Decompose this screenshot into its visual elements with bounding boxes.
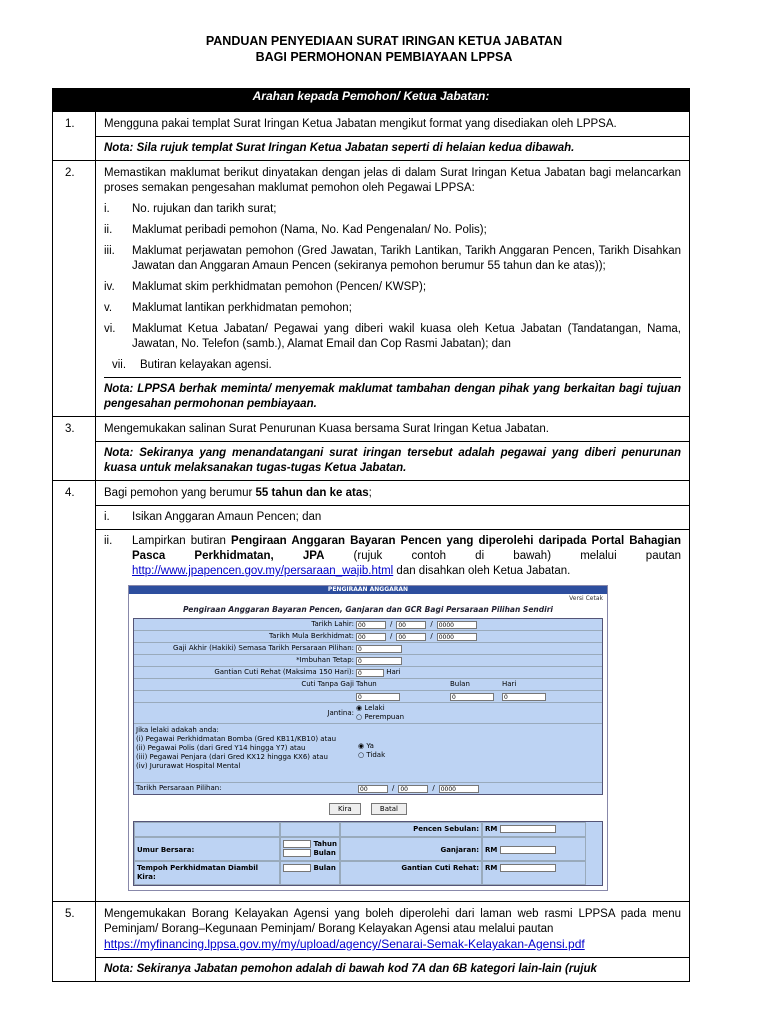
form-result-box: Pencen Sebulan: RM Umur Bersara: Tahun Bulan Ganjaran: RM Tempoh Perkhidmatan Diambil Kira: Bulan Gantian Cuti Rehat: RM — [133, 821, 603, 886]
list-item: vi. Maklumat Ketua Jabatan/ Pegawai yang diberi wakil kuasa oleh Ketua Jabatan (Tandatangan, Nama, Jawatan, No. Telefon (samb.), Alamat Email dan Cop Rasmi Jabatan); dan — [104, 323, 681, 350]
list-item: i. Isikan Anggaran Amaun Pencen; dan — [96, 510, 689, 530]
jpa-pencen-link[interactable]: http://www.jpapencen.gov.my/persaraan_wajib.html — [132, 565, 394, 577]
document-title — [0, 0, 768, 65]
table-row — [53, 481, 690, 902]
list-item: i. No. rujukan dan tarikh surat; — [104, 203, 277, 215]
title-line-2: BAGI PERMOHONAN PEMBIAYAAN LPPSA — [255, 50, 513, 64]
form-header-bar: PENGIRAAN ANGGARAN — [129, 586, 607, 594]
row-number: 2. — [53, 161, 96, 417]
list-item: v. Maklumat lantikan perkhidmatan pemohon; — [104, 302, 352, 314]
list-item: iv. Maklumat skim perkhidmatan pemohon (Pencen/ KWSP); — [104, 281, 427, 293]
row-note: Nota: Sekiranya Jabatan pemohon adalah di bawah kod 7A dan 6B kategori lain-lain (rujuk — [104, 963, 597, 975]
batal-button: Batal — [371, 803, 407, 815]
row-text: Mengemukakan salinan Surat Penurunan Kuasa bersama Surat Iringan Ketua Jabatan. — [104, 423, 549, 435]
row-text: Bagi pemohon yang berumur 55 tahun dan ke atas; — [104, 487, 372, 499]
row-note: Nota: LPPSA berhak meminta/ menyemak maklumat tambahan dengan pihak yang berkaitan bagi tujuan pengesahan permohonan pembiayaan. — [104, 383, 681, 410]
table-header: Arahan kepada Pemohon/ Ketua Jabatan: — [53, 89, 690, 112]
instruction-table — [52, 88, 690, 982]
title-line-1: PANDUAN PENYEDIAAN SURAT IRINGAN KETUA JABATAN — [205, 34, 563, 48]
row-note: Nota: Sila rujuk templat Surat Iringan Ketua Jabatan seperti di helaian kedua dibawah. — [104, 142, 575, 154]
row-number: 1. — [53, 112, 96, 161]
row-number: 3. — [53, 417, 96, 481]
list-item: iii. Maklumat perjawatan pemohon (Gred Jawatan, Tarikh Lantikan, Tarikh Anggaran Pencen, Tarikh Disahkan Jawatan dan Anggaran Amaun Pencen (sekiranya pemohon berumur 55 tahun dan ke atas)); — [104, 245, 681, 272]
row-note: Nota: Sekiranya yang menandatangani surat iringan tersebut adalah pegawai yang diberi penurunan kuasa untuk melaksanakan tugas-tugas Ketua Jabatan. — [104, 447, 681, 474]
row-text: Mengguna pakai templat Surat Iringan Ketua Jabatan mengikut format yang disediakan oleh LPPSA. — [104, 118, 617, 130]
pension-form-image — [128, 585, 608, 891]
row-text: Mengemukakan Borang Kelayakan Agensi yang boleh diperolehi dari laman web rasmi LPPSA pada menu Peminjam/ Borang–Kegunaan Peminjam/ Borang Kelayakan Agensi atau melalui pautan — [104, 908, 681, 935]
row-number: 5. — [53, 902, 96, 982]
list-item: ii. Lampirkan butiran Pengiraan Anggaran Bayaran Pencen yang diperolehi daripada Portal Bahagian Pasca Perkhidmatan, JPA (rujuk contoh di bawah) melalui pautan http://www.jpapencen.gov.my/persaraan_wajib.html dan disahkan oleh Ketua Jabatan. — [104, 535, 681, 577]
kelayakan-agensi-link[interactable]: https://myfinancing.lppsa.gov.my/my/upload/agency/Senarai-Semak-Kelayakan-Agensi.pdf — [104, 937, 585, 951]
list-item: ii. Maklumat peribadi pemohon (Nama, No. Kad Pengenalan/ No. Polis); — [104, 224, 487, 236]
table-row — [53, 161, 690, 417]
list-item: vii. Butiran kelayakan agensi. — [104, 358, 681, 378]
form-input-box: Tarikh Lahir: 00 / 00 / 0000 Tarikh Mula Berkhidmat: 00 / 00 / 0000 Gaji Akhir (Hakiki) Semasa Tarikh Persaraan Pilihan: 0 *Imbuhan Tetap: 0 Gantian Cuti Rehat (Maksima 150 Hari): 0 Hari Cuti Tanpa Gaji Tahun Bulan Hari 0 0 0 Jantina: ◉ Lelaki ○ Perempuan Jika lelaki adakah anda: (i) Pegawai Perkhidmatan Bomba (Gred KB11/KB10) atau (ii) Pegawai Polis (dari Gred Y14 hingga Y7) atau (iii) Pegawai Penjara (dari Gred KX12 hingga KX6) atau (iv) Jururawat Hospital Mental ◉ Ya ○ Tidak Tarikh Persaraan Pilihan: 00 / 00 / 0000 — [133, 618, 603, 795]
table-row — [53, 112, 690, 161]
row-text: Memastikan maklumat berikut dinyatakan dengan jelas di dalam Surat Iringan Ketua Jabatan bagi melancarkan proses semakan pengesahan maklumat pemohon oleh Pegawai LPPSA: — [104, 167, 681, 194]
table-row — [53, 417, 690, 481]
table-row — [53, 902, 690, 982]
kira-button: Kira — [329, 803, 361, 815]
form-title: Pengiraan Anggaran Bayaran Pencen, Ganjaran dan GCR Bagi Persaraan Pilihan Sendiri — [183, 605, 553, 614]
form-print-link: Versi Cetak — [569, 595, 603, 602]
row-number: 4. — [53, 481, 96, 902]
